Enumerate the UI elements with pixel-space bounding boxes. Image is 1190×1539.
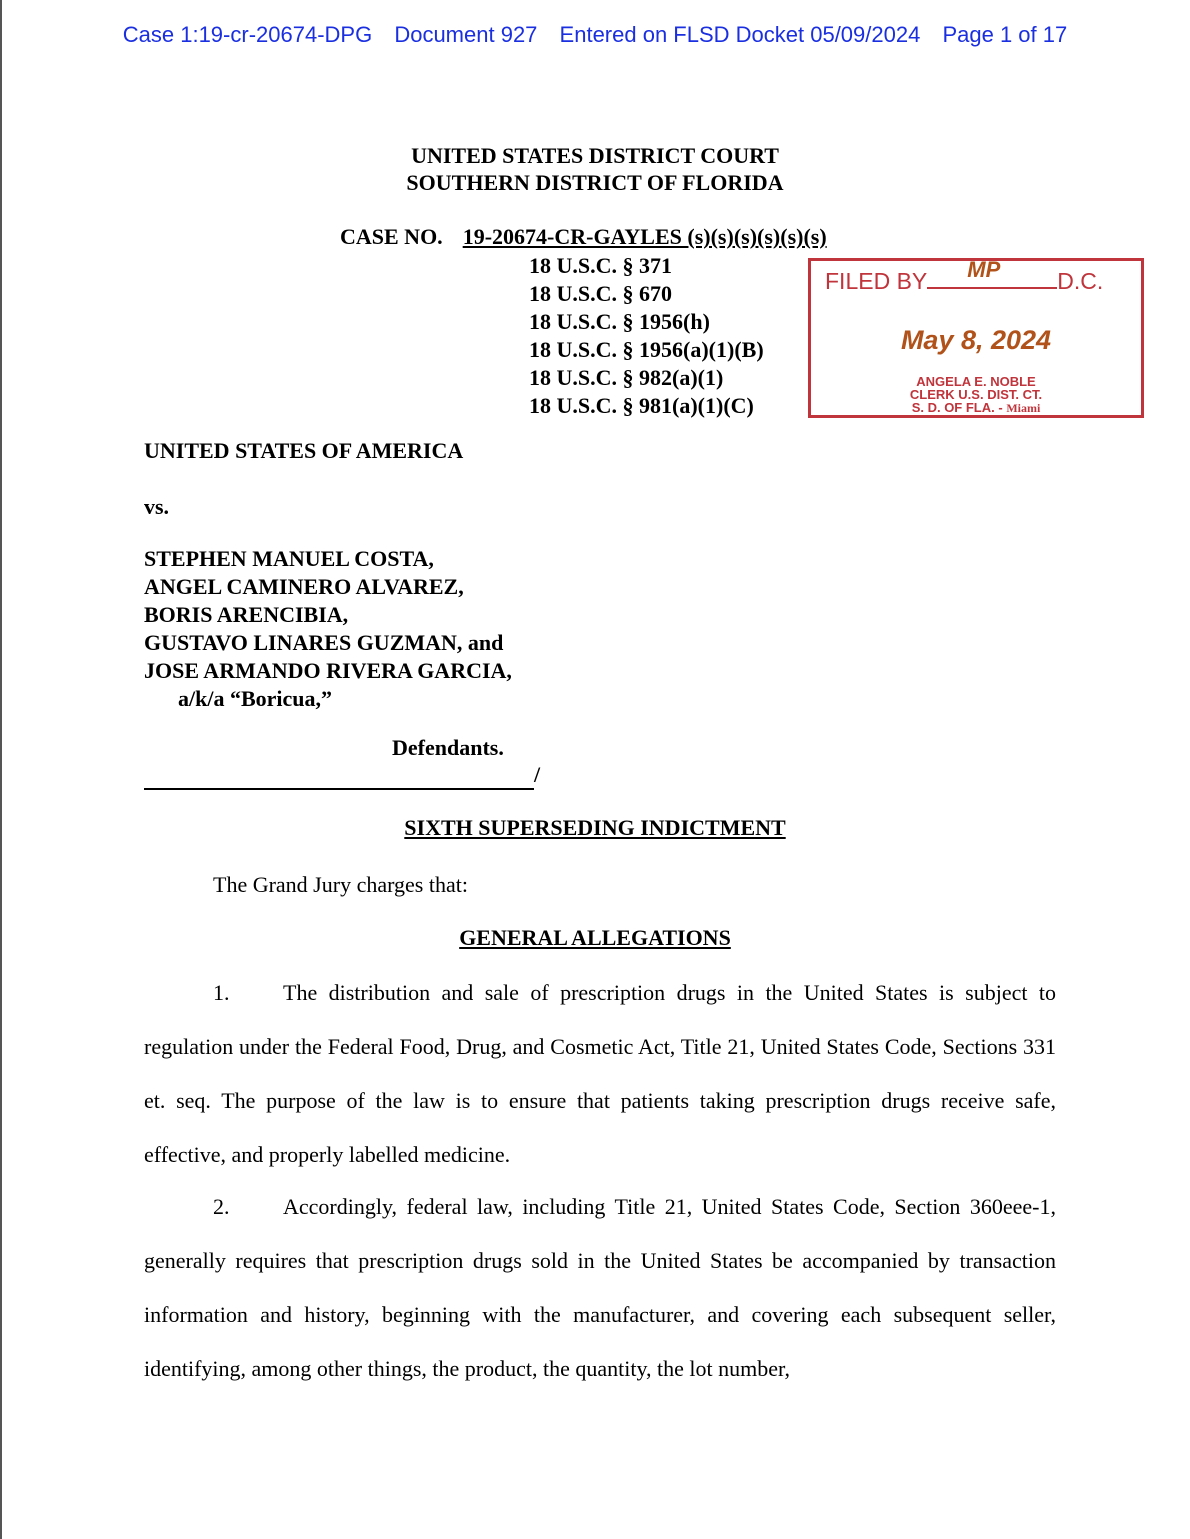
case-number-line — [340, 224, 827, 250]
statute: 18 U.S.C. § 982(a)(1) — [529, 365, 724, 390]
clerk-district-line — [811, 401, 1141, 415]
versus: vs. — [144, 494, 170, 519]
statute: 18 U.S.C. § 1956(h) — [529, 309, 710, 334]
case-label: CASE NO. — [340, 224, 443, 249]
clerk-title: CLERK U.S. DIST. CT. — [909, 387, 1043, 402]
paragraph — [144, 1180, 1056, 1396]
filed-date: May 8, 2024 — [900, 325, 1052, 355]
defendant-name: ANGEL CAMINERO ALVAREZ, — [144, 574, 464, 599]
paragraph-number: 1. — [213, 980, 230, 1005]
page-edge — [0, 0, 2, 1539]
statute: 18 U.S.C. § 1956(a)(1)(B) — [529, 337, 764, 362]
docket-header — [0, 22, 1190, 48]
dc-label: D.C. — [1057, 268, 1104, 294]
defendant-name: JOSE ARMANDO RIVERA GARCIA, — [144, 658, 512, 683]
filed-by-line — [825, 257, 1104, 295]
clerk-name: ANGELA E. NOBLE — [916, 374, 1036, 389]
plaintiff: UNITED STATES OF AMERICA — [144, 438, 464, 463]
filed-initials: MP — [967, 257, 1001, 282]
initials-blank — [927, 257, 1057, 289]
header-document: Document 927 — [394, 22, 538, 47]
caption-rule — [144, 764, 534, 790]
statute: 18 U.S.C. § 981(a)(1)(C) — [529, 393, 754, 418]
defendant-name: GUSTAVO LINARES GUZMAN, and — [144, 630, 504, 655]
filed-by-label: FILED BY — [825, 268, 928, 294]
defendant-name: STEPHEN MANUEL COSTA, — [144, 546, 434, 571]
paragraph — [144, 966, 1056, 1182]
statute-list — [529, 252, 764, 420]
document-title: SIXTH SUPERSEDING INDICTMENT — [404, 815, 786, 840]
defendants-label: Defendants. — [392, 735, 504, 760]
intro-line: The Grand Jury charges that: — [213, 872, 468, 897]
statute: 18 U.S.C. § 670 — [529, 281, 673, 306]
header-entered: Entered on FLSD Docket 05/09/2024 — [559, 22, 921, 47]
paragraph-text: Accordingly, federal law, including Title 21, United States Code, Section 360eee-1, generally requires that prescription drugs sold in the United States be accompanied by transaction information and history, beginning with the manufacturer, and covering each subsequent seller, identifying, among other things, the product, the quantity, the lot number, — [144, 1194, 1056, 1381]
court-line-1: UNITED STATES DISTRICT COURT — [411, 143, 779, 168]
clerk-block — [811, 375, 1141, 415]
paragraph-number: 2. — [213, 1194, 230, 1219]
court-line-2: SOUTHERN DISTRICT OF FLORIDA — [406, 170, 784, 195]
filed-stamp — [808, 258, 1144, 418]
header-case: Case 1:19-cr-20674-DPG — [122, 22, 373, 47]
court-heading — [0, 142, 1190, 196]
paragraph-text: The distribution and sale of prescription drugs in the United States is subject to regulation under the Federal Food, Drug, and Cosmetic Act, Title 21, United States Code, Sections 331 et. seq. The purpose of the law is to ensure that patients taking prescription drugs receive safe, effective, and properly labelled medicine. — [144, 980, 1056, 1167]
statute: 18 U.S.C. § 371 — [529, 253, 673, 278]
defendant-list — [144, 545, 512, 713]
section-heading: GENERAL ALLEGATIONS — [459, 925, 731, 950]
caption-slash: / — [534, 762, 541, 787]
case-number: 19-20674-CR-GAYLES (s)(s)(s)(s)(s)(s) — [462, 224, 827, 249]
defendant-alias: a/k/a “Boricua,” — [178, 686, 333, 711]
clerk-city: Miami — [1006, 401, 1041, 415]
defendant-name: BORIS ARENCIBIA, — [144, 602, 349, 627]
header-page: Page 1 of 17 — [942, 22, 1068, 47]
clerk-district: S. D. OF FLA. - — [911, 400, 1003, 415]
